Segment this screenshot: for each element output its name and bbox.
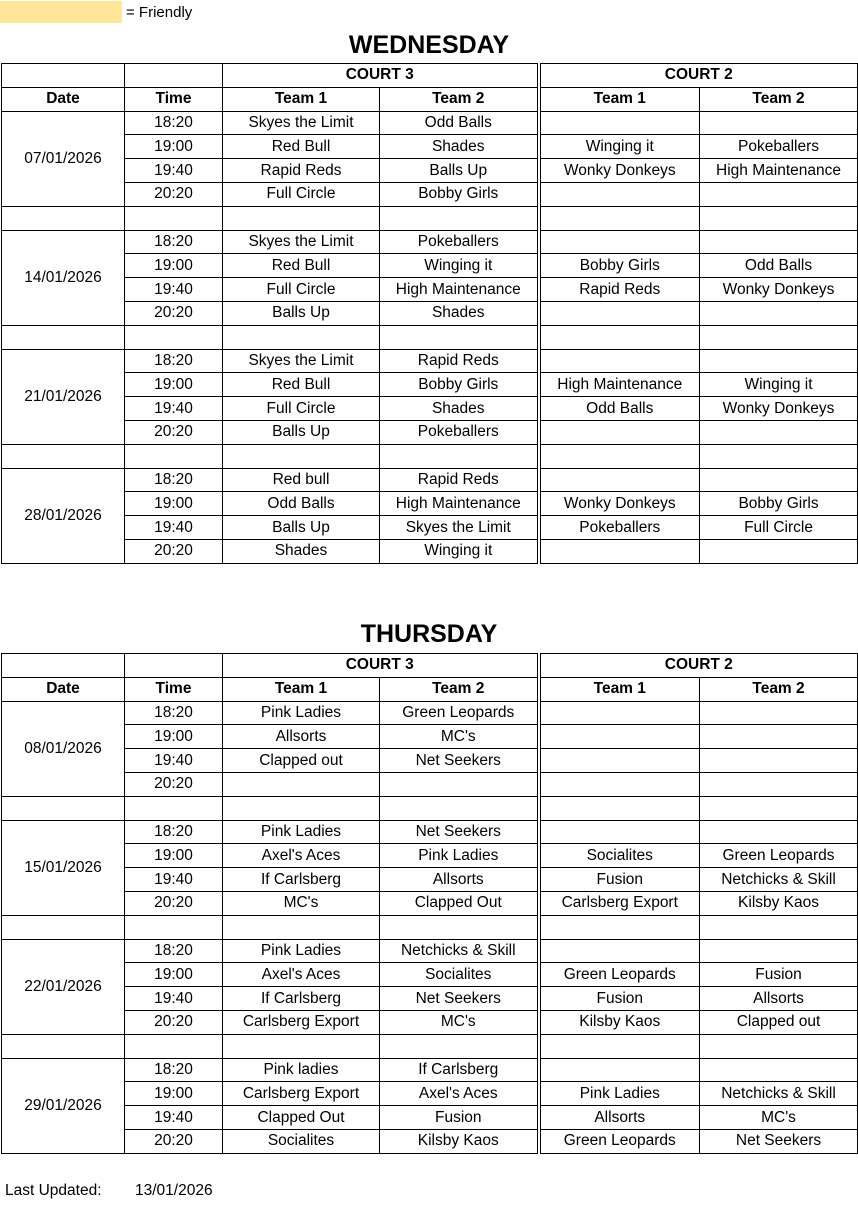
time-cell: 18:20	[125, 820, 223, 844]
date-header: Date	[2, 87, 125, 111]
court-b-header: COURT 2	[539, 64, 858, 88]
date-cell: 28/01/2026	[2, 468, 125, 563]
fixture-row	[2, 844, 858, 868]
court-a-team2-cell	[380, 772, 539, 796]
blank-cell	[125, 654, 223, 678]
court-b-team2-cell: Clapped out	[700, 1010, 858, 1034]
fixture-row	[2, 254, 858, 278]
court-b-team2-cell: Netchicks & Skill	[700, 1082, 858, 1106]
court-b-team2-cell: Winging it	[700, 373, 858, 397]
fixture-row	[2, 1010, 858, 1034]
court-a-team2-cell: Bobby Girls	[380, 182, 539, 206]
court-a-team1-cell	[223, 772, 380, 796]
time-cell: 20:20	[125, 420, 223, 444]
court-b-team1-cell: Carlsberg Export	[539, 891, 700, 915]
court-b-team2-cell	[700, 468, 858, 492]
court-b-team2-cell: Full Circle	[700, 516, 858, 540]
fixture-row	[2, 749, 858, 773]
blank-cell	[223, 325, 380, 349]
court-b-team1-cell: Kilsby Kaos	[539, 1010, 700, 1034]
fixture-row	[2, 159, 858, 183]
blank-cell	[2, 325, 125, 349]
court-a-team1-cell: Allsorts	[223, 725, 380, 749]
court-a-header: COURT 3	[223, 654, 539, 678]
wednesday-table	[1, 63, 858, 564]
blank-cell	[380, 206, 539, 230]
last-updated-label: Last Updated:	[5, 1182, 102, 1199]
date-cell: 29/01/2026	[2, 1058, 125, 1153]
court-a-team1-cell: Clapped out	[223, 749, 380, 773]
time-cell: 18:20	[125, 701, 223, 725]
court-a-team2-cell: Green Leopards	[380, 701, 539, 725]
blank-cell	[700, 915, 858, 939]
court-b-team2-cell	[700, 725, 858, 749]
time-cell: 19:00	[125, 1082, 223, 1106]
time-header: Time	[125, 87, 223, 111]
court-a-team2-cell: Bobby Girls	[380, 373, 539, 397]
court-a-team1-cell: Carlsberg Export	[223, 1082, 380, 1106]
court-a-header: COURT 3	[223, 64, 539, 88]
court-a-team2-cell: Shades	[380, 301, 539, 325]
blank-cell	[539, 915, 700, 939]
court-header-row	[2, 654, 858, 678]
court-a-team2-cell: MC's	[380, 1010, 539, 1034]
team2-header: Team 2	[380, 677, 539, 701]
court-a-team2-cell: Kilsby Kaos	[380, 1129, 539, 1153]
time-cell: 19:00	[125, 725, 223, 749]
blank-cell	[2, 64, 125, 88]
blank-cell	[539, 796, 700, 820]
time-cell: 19:40	[125, 868, 223, 892]
wednesday-title: WEDNESDAY	[348, 31, 510, 59]
team2-header: Team 2	[700, 87, 858, 111]
date-cell: 08/01/2026	[2, 701, 125, 796]
court-b-team2-cell: Wonky Donkeys	[700, 278, 858, 302]
court-b-team1-cell	[539, 749, 700, 773]
court-a-team1-cell: Odd Balls	[223, 492, 380, 516]
court-a-team1-cell: Full Circle	[223, 278, 380, 302]
court-b-team1-cell: Green Leopards	[539, 963, 700, 987]
court-b-team2-cell	[700, 539, 858, 563]
date-cell: 07/01/2026	[2, 111, 125, 206]
court-b-team1-cell: Fusion	[539, 987, 700, 1011]
fixture-row	[2, 278, 858, 302]
court-b-team2-cell	[700, 182, 858, 206]
court-b-team1-cell: Odd Balls	[539, 397, 700, 421]
court-b-team1-cell	[539, 772, 700, 796]
court-b-team1-cell: Bobby Girls	[539, 254, 700, 278]
blank-cell	[2, 796, 125, 820]
court-b-team1-cell	[539, 701, 700, 725]
blank-cell	[223, 796, 380, 820]
court-a-team2-cell: Socialites	[380, 963, 539, 987]
court-a-team1-cell: Pink Ladies	[223, 820, 380, 844]
court-b-team2-cell: Fusion	[700, 963, 858, 987]
fixture-row	[2, 868, 858, 892]
court-a-team2-cell: Clapped Out	[380, 891, 539, 915]
court-b-team1-cell: Socialites	[539, 844, 700, 868]
fixture-row	[2, 939, 858, 963]
column-header-row	[2, 677, 858, 701]
court-a-team2-cell: High Maintenance	[380, 492, 539, 516]
team1-header: Team 1	[223, 87, 380, 111]
time-cell: 19:00	[125, 963, 223, 987]
court-a-team2-cell: Skyes the Limit	[380, 516, 539, 540]
court-b-team1-cell: Rapid Reds	[539, 278, 700, 302]
court-b-team1-cell	[539, 539, 700, 563]
court-a-team1-cell: Socialites	[223, 1129, 380, 1153]
court-b-team2-cell: Wonky Donkeys	[700, 397, 858, 421]
court-b-team1-cell: Pink Ladies	[539, 1082, 700, 1106]
fixture-row	[2, 1058, 858, 1082]
time-cell: 20:20	[125, 891, 223, 915]
thursday-table	[1, 653, 858, 1154]
blank-cell	[2, 444, 125, 468]
court-b-team1-cell: Green Leopards	[539, 1129, 700, 1153]
fixture-row	[2, 111, 858, 135]
fixture-row	[2, 397, 858, 421]
court-b-team1-cell	[539, 1058, 700, 1082]
blank-cell	[700, 444, 858, 468]
blank-cell	[125, 325, 223, 349]
spacer-row	[2, 206, 858, 230]
court-a-team1-cell: MC's	[223, 891, 380, 915]
time-cell: 18:20	[125, 468, 223, 492]
blank-cell	[700, 1034, 858, 1058]
court-a-team2-cell: Fusion	[380, 1106, 539, 1130]
fixture-row	[2, 1106, 858, 1130]
court-b-team2-cell	[700, 749, 858, 773]
court-a-team2-cell: Winging it	[380, 254, 539, 278]
time-cell: 18:20	[125, 939, 223, 963]
fixture-row	[2, 891, 858, 915]
blank-cell	[539, 325, 700, 349]
blank-cell	[539, 206, 700, 230]
court-a-team1-cell: Red bull	[223, 468, 380, 492]
court-b-team1-cell	[539, 349, 700, 373]
court-a-team2-cell: Netchicks & Skill	[380, 939, 539, 963]
court-b-team2-cell	[700, 349, 858, 373]
time-cell: 20:20	[125, 539, 223, 563]
court-a-team2-cell: Axel's Aces	[380, 1082, 539, 1106]
spacer-row	[2, 325, 858, 349]
court-a-team1-cell: Skyes the Limit	[223, 349, 380, 373]
court-b-team2-cell: Netchicks & Skill	[700, 868, 858, 892]
court-b-team1-cell: Allsorts	[539, 1106, 700, 1130]
blank-cell	[2, 915, 125, 939]
date-cell: 14/01/2026	[2, 230, 125, 325]
court-b-team2-cell	[700, 111, 858, 135]
time-cell: 19:00	[125, 135, 223, 159]
fixture-row	[2, 182, 858, 206]
blank-cell	[380, 796, 539, 820]
blank-cell	[539, 1034, 700, 1058]
spacer-row	[2, 1034, 858, 1058]
blank-cell	[223, 1034, 380, 1058]
time-cell: 19:40	[125, 159, 223, 183]
time-cell: 18:20	[125, 349, 223, 373]
court-b-team2-cell	[700, 420, 858, 444]
blank-cell	[700, 796, 858, 820]
court-a-team1-cell: Red Bull	[223, 254, 380, 278]
spacer-row	[2, 796, 858, 820]
fixture-row	[2, 492, 858, 516]
fixture-row	[2, 963, 858, 987]
blank-cell	[125, 206, 223, 230]
blank-cell	[125, 444, 223, 468]
last-updated-value: 13/01/2026	[135, 1182, 213, 1199]
fixture-row	[2, 301, 858, 325]
court-a-team1-cell: Full Circle	[223, 397, 380, 421]
blank-cell	[223, 444, 380, 468]
blank-cell	[700, 206, 858, 230]
fixture-row	[2, 516, 858, 540]
court-b-team1-cell	[539, 820, 700, 844]
court-b-team1-cell: High Maintenance	[539, 373, 700, 397]
court-b-team2-cell	[700, 701, 858, 725]
court-b-team2-cell: High Maintenance	[700, 159, 858, 183]
thursday-title: THURSDAY	[360, 620, 498, 648]
court-b-header: COURT 2	[539, 654, 858, 678]
fixture-row	[2, 1129, 858, 1153]
court-b-team2-cell	[700, 939, 858, 963]
court-b-team1-cell	[539, 468, 700, 492]
court-b-team1-cell: Fusion	[539, 868, 700, 892]
blank-cell	[125, 1034, 223, 1058]
court-a-team2-cell: MC's	[380, 725, 539, 749]
court-a-team2-cell: If Carlsberg	[380, 1058, 539, 1082]
date-cell: 15/01/2026	[2, 820, 125, 915]
court-a-team1-cell: Balls Up	[223, 516, 380, 540]
court-b-team1-cell	[539, 420, 700, 444]
blank-cell	[223, 206, 380, 230]
court-a-team1-cell: Skyes the Limit	[223, 111, 380, 135]
court-b-team1-cell: Wonky Donkeys	[539, 159, 700, 183]
court-b-team1-cell: Wonky Donkeys	[539, 492, 700, 516]
court-b-team2-cell: Green Leopards	[700, 844, 858, 868]
blank-cell	[125, 796, 223, 820]
fixture-row	[2, 820, 858, 844]
spacer-row	[2, 444, 858, 468]
court-a-team2-cell: Rapid Reds	[380, 349, 539, 373]
blank-cell	[700, 325, 858, 349]
column-header-row	[2, 87, 858, 111]
date-header: Date	[2, 677, 125, 701]
time-cell: 19:00	[125, 373, 223, 397]
fixture-row	[2, 987, 858, 1011]
court-a-team2-cell: Rapid Reds	[380, 468, 539, 492]
blank-cell	[125, 915, 223, 939]
court-b-team1-cell	[539, 230, 700, 254]
time-cell: 20:20	[125, 1010, 223, 1034]
court-a-team1-cell: Rapid Reds	[223, 159, 380, 183]
last-updated	[5, 1182, 213, 1200]
court-a-team1-cell: Pink Ladies	[223, 939, 380, 963]
blank-cell	[539, 444, 700, 468]
court-a-team2-cell: Odd Balls	[380, 111, 539, 135]
spacer-row	[2, 915, 858, 939]
court-a-team2-cell: Pokeballers	[380, 230, 539, 254]
team1-header: Team 1	[223, 677, 380, 701]
time-cell: 19:40	[125, 987, 223, 1011]
court-b-team2-cell: Pokeballers	[700, 135, 858, 159]
court-a-team1-cell: If Carlsberg	[223, 987, 380, 1011]
time-cell: 19:00	[125, 254, 223, 278]
court-b-team1-cell: Winging it	[539, 135, 700, 159]
time-header: Time	[125, 677, 223, 701]
court-a-team2-cell: Shades	[380, 397, 539, 421]
court-a-team2-cell: Shades	[380, 135, 539, 159]
court-b-team2-cell: Net Seekers	[700, 1129, 858, 1153]
court-a-team1-cell: Axel's Aces	[223, 844, 380, 868]
court-a-team2-cell: Pink Ladies	[380, 844, 539, 868]
fixture-row	[2, 420, 858, 444]
court-a-team1-cell: Carlsberg Export	[223, 1010, 380, 1034]
court-a-team2-cell: Net Seekers	[380, 987, 539, 1011]
court-a-team1-cell: Balls Up	[223, 301, 380, 325]
blank-cell	[380, 444, 539, 468]
court-b-team2-cell: Kilsby Kaos	[700, 891, 858, 915]
fixture-row	[2, 135, 858, 159]
court-a-team2-cell: Allsorts	[380, 868, 539, 892]
fixture-row	[2, 468, 858, 492]
fixture-row	[2, 539, 858, 563]
time-cell: 20:20	[125, 772, 223, 796]
time-cell: 18:20	[125, 230, 223, 254]
time-cell: 20:20	[125, 301, 223, 325]
court-b-team1-cell	[539, 301, 700, 325]
date-cell: 22/01/2026	[2, 939, 125, 1034]
fixture-row	[2, 230, 858, 254]
court-b-team1-cell: Pokeballers	[539, 516, 700, 540]
fixture-row	[2, 725, 858, 749]
court-b-team2-cell	[700, 230, 858, 254]
time-cell: 20:20	[125, 182, 223, 206]
court-b-team2-cell: MC's	[700, 1106, 858, 1130]
time-cell: 19:40	[125, 278, 223, 302]
time-cell: 20:20	[125, 1129, 223, 1153]
court-a-team1-cell: Pink Ladies	[223, 701, 380, 725]
legend	[0, 0, 192, 24]
court-b-team2-cell	[700, 301, 858, 325]
court-a-team2-cell: Winging it	[380, 539, 539, 563]
court-a-team2-cell: Net Seekers	[380, 820, 539, 844]
court-b-team1-cell	[539, 939, 700, 963]
team1-header: Team 1	[539, 677, 700, 701]
court-a-team2-cell: Net Seekers	[380, 749, 539, 773]
court-b-team2-cell	[700, 820, 858, 844]
court-a-team1-cell: If Carlsberg	[223, 868, 380, 892]
court-b-team1-cell	[539, 725, 700, 749]
court-b-team1-cell	[539, 182, 700, 206]
time-cell: 18:20	[125, 1058, 223, 1082]
team2-header: Team 2	[700, 677, 858, 701]
fixture-row	[2, 772, 858, 796]
court-b-team2-cell	[700, 1058, 858, 1082]
blank-cell	[2, 1034, 125, 1058]
fixture-row	[2, 349, 858, 373]
time-cell: 19:00	[125, 492, 223, 516]
court-a-team1-cell: Balls Up	[223, 420, 380, 444]
time-cell: 19:40	[125, 397, 223, 421]
blank-cell	[125, 64, 223, 88]
court-b-team2-cell: Bobby Girls	[700, 492, 858, 516]
court-a-team1-cell: Skyes the Limit	[223, 230, 380, 254]
blank-cell	[2, 654, 125, 678]
blank-cell	[380, 915, 539, 939]
court-b-team2-cell	[700, 772, 858, 796]
court-a-team2-cell: Pokeballers	[380, 420, 539, 444]
date-cell: 21/01/2026	[2, 349, 125, 444]
court-a-team1-cell: Full Circle	[223, 182, 380, 206]
fixture-row	[2, 373, 858, 397]
time-cell: 19:40	[125, 749, 223, 773]
time-cell: 19:40	[125, 1106, 223, 1130]
court-a-team1-cell: Clapped Out	[223, 1106, 380, 1130]
fixture-row	[2, 701, 858, 725]
court-a-team1-cell: Axel's Aces	[223, 963, 380, 987]
court-a-team1-cell: Pink ladies	[223, 1058, 380, 1082]
blank-cell	[223, 915, 380, 939]
team2-header: Team 2	[380, 87, 539, 111]
blank-cell	[380, 325, 539, 349]
legend-label: = Friendly	[126, 3, 193, 21]
court-a-team1-cell: Red Bull	[223, 373, 380, 397]
time-cell: 19:00	[125, 844, 223, 868]
time-cell: 18:20	[125, 111, 223, 135]
team1-header: Team 1	[539, 87, 700, 111]
fixture-row	[2, 1082, 858, 1106]
blank-cell	[380, 1034, 539, 1058]
court-b-team1-cell	[539, 111, 700, 135]
court-b-team2-cell: Allsorts	[700, 987, 858, 1011]
time-cell: 19:40	[125, 516, 223, 540]
court-b-team2-cell: Odd Balls	[700, 254, 858, 278]
blank-cell	[2, 206, 125, 230]
court-a-team2-cell: Balls Up	[380, 159, 539, 183]
court-a-team2-cell: High Maintenance	[380, 278, 539, 302]
friendly-swatch	[0, 1, 122, 23]
court-a-team1-cell: Red Bull	[223, 135, 380, 159]
court-a-team1-cell: Shades	[223, 539, 380, 563]
court-header-row	[2, 64, 858, 88]
